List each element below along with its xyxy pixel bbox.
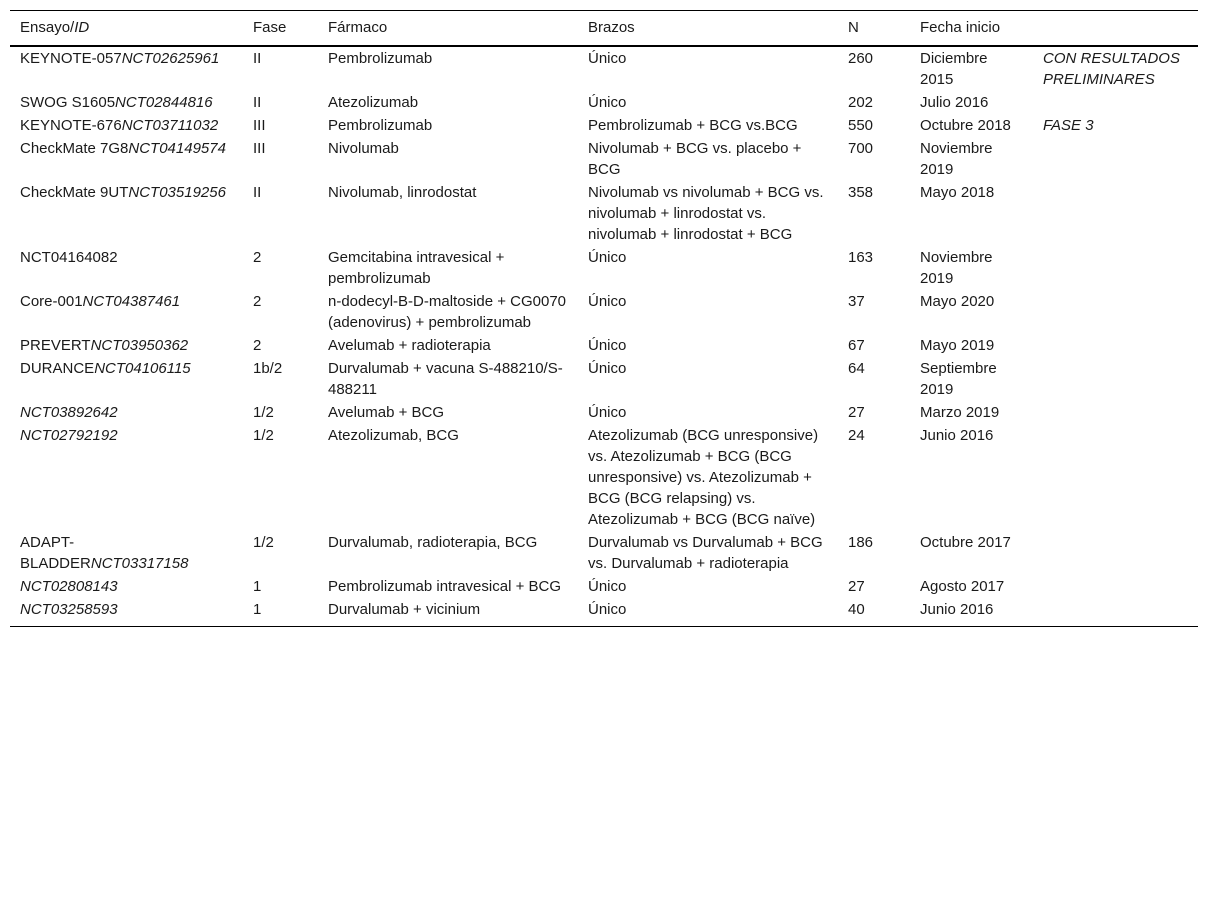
trial-id: NCT02808143 — [20, 578, 118, 595]
cell-n: 186 — [848, 534, 874, 551]
cell-fase: 1 — [253, 578, 262, 595]
cell-farmaco: Durvalumab + vacuna S-488210/S-488211 — [328, 360, 563, 398]
cell-fecha: Octubre 2017 — [920, 534, 1011, 551]
cell-fecha: Septiembre 2019 — [920, 360, 997, 398]
cell-n: 358 — [848, 184, 874, 201]
trial-name: CheckMate 7G8 — [20, 140, 129, 157]
cell-n: 27 — [848, 578, 865, 595]
trial-name: DURANCE — [20, 360, 95, 377]
cell-fase: II — [253, 50, 262, 67]
cell-fase: III — [253, 140, 266, 157]
cell-farmaco: Pembrolizumab intravesical + BCG — [328, 578, 562, 595]
cell-fecha: Noviembre 2019 — [920, 140, 993, 178]
cell-brazos: Atezolizumab (BCG unresponsive) vs. Atezolizumab + BCG (BCG unresponsive) vs. Atezolizumab + BCG (BCG relapsing) vs. Atezolizumab + BCG (BCG naïve) — [588, 427, 819, 528]
table-row — [10, 357, 1198, 401]
cell-nota: CON RESULTADOS PRELIMINARES — [1043, 50, 1180, 88]
header-ensayo-prefix: Ensayo/ — [20, 19, 75, 36]
trial-id: NCT03892642 — [20, 404, 118, 421]
cell-farmaco: Nivolumab — [328, 140, 399, 157]
header-nota — [1033, 11, 1198, 47]
cell-ensayo — [10, 334, 243, 357]
trial-name: NCT04164082 — [20, 249, 118, 266]
cell-nota — [1033, 401, 1198, 424]
cell-n: 27 — [848, 404, 865, 421]
table-header — [10, 11, 1198, 47]
table-row — [10, 401, 1198, 424]
cell-fase: 2 — [253, 293, 262, 310]
trial-id: NCT04387461 — [82, 293, 181, 310]
cell-n: 37 — [848, 293, 865, 310]
cell-farmaco: Nivolumab, linrodostat — [328, 184, 477, 201]
trials-table — [10, 10, 1198, 627]
trial-id: NCT03519256 — [128, 184, 226, 201]
cell-ensayo — [10, 181, 243, 246]
cell-fase: III — [253, 117, 266, 134]
table-row — [10, 334, 1198, 357]
trial-id: NCT03950362 — [90, 337, 189, 354]
trial-id: NCT03258593 — [20, 601, 118, 618]
cell-farmaco: Atezolizumab, BCG — [328, 427, 459, 444]
table-body — [10, 46, 1198, 627]
cell-nota — [1033, 575, 1198, 598]
trial-id: NCT04149574 — [128, 140, 226, 157]
table-row — [10, 598, 1198, 627]
cell-fecha: Diciembre 2015 — [920, 50, 988, 88]
cell-nota — [1033, 290, 1198, 334]
cell-n: 202 — [848, 94, 874, 111]
cell-nota — [1033, 246, 1198, 290]
cell-farmaco: Avelumab + radioterapia — [328, 337, 491, 354]
cell-ensayo — [10, 424, 243, 531]
cell-nota — [1033, 334, 1198, 357]
trial-id: NCT02792192 — [20, 427, 118, 444]
cell-fase: 1/2 — [253, 534, 274, 551]
table-row — [10, 114, 1198, 137]
cell-n: 700 — [848, 140, 874, 157]
cell-fecha: Noviembre 2019 — [920, 249, 993, 287]
cell-fase: II — [253, 94, 262, 111]
cell-farmaco: Atezolizumab — [328, 94, 419, 111]
table-row — [10, 46, 1198, 91]
trial-id: NCT02625961 — [121, 50, 220, 67]
cell-n: 24 — [848, 427, 865, 444]
trial-name: ADAPT-BLADDER — [20, 534, 91, 572]
trial-name: SWOG S1605 — [20, 94, 116, 111]
cell-fecha: Junio 2016 — [920, 427, 994, 444]
trial-id: NCT02844816 — [115, 94, 213, 111]
cell-n: 40 — [848, 601, 865, 618]
cell-ensayo — [10, 137, 243, 181]
cell-brazos: Único — [588, 578, 627, 595]
cell-farmaco: Pembrolizumab — [328, 117, 433, 134]
cell-fecha: Mayo 2018 — [920, 184, 995, 201]
trial-name: CheckMate 9UT — [20, 184, 129, 201]
trial-name: KEYNOTE-676 — [20, 117, 122, 134]
cell-n: 163 — [848, 249, 874, 266]
cell-n: 550 — [848, 117, 874, 134]
cell-fase: 2 — [253, 249, 262, 266]
cell-ensayo — [10, 114, 243, 137]
table-row — [10, 137, 1198, 181]
header-fase: Fase — [253, 19, 287, 36]
header-ensayo — [10, 11, 243, 47]
trial-name: KEYNOTE-057 — [20, 50, 122, 67]
cell-ensayo — [10, 246, 243, 290]
cell-fecha: Julio 2016 — [920, 94, 989, 111]
cell-nota — [1033, 424, 1198, 531]
header-brazos: Brazos — [588, 19, 635, 36]
cell-nota: FASE 3 — [1043, 117, 1094, 134]
cell-fecha: Mayo 2019 — [920, 337, 995, 354]
cell-fase: 1b/2 — [253, 360, 283, 377]
table-row — [10, 424, 1198, 531]
cell-nota — [1033, 91, 1198, 114]
cell-fase: 2 — [253, 337, 262, 354]
header-n: N — [848, 19, 859, 36]
cell-brazos: Durvalumab vs Durvalumab + BCG vs. Durvalumab + radioterapia — [588, 534, 823, 572]
header-fecha: Fecha inicio — [920, 19, 1001, 36]
cell-brazos: Único — [588, 404, 627, 421]
cell-brazos: Pembrolizumab + BCG vs.BCG — [588, 117, 798, 134]
cell-fase: II — [253, 184, 262, 201]
cell-fase: 1 — [253, 601, 262, 618]
cell-fase: 1/2 — [253, 404, 274, 421]
cell-n: 67 — [848, 337, 865, 354]
cell-farmaco: Durvalumab, radioterapia, BCG — [328, 534, 538, 551]
table-row — [10, 91, 1198, 114]
cell-nota — [1033, 137, 1198, 181]
cell-fecha: Junio 2016 — [920, 601, 994, 618]
cell-n: 64 — [848, 360, 865, 377]
cell-fase: 1/2 — [253, 427, 274, 444]
cell-farmaco: Avelumab + BCG — [328, 404, 445, 421]
cell-brazos: Único — [588, 601, 627, 618]
cell-brazos: Único — [588, 249, 627, 266]
cell-brazos: Nivolumab vs nivolumab + BCG vs. nivolumab + linrodostat vs. nivolumab + linrodostat + BCG — [588, 184, 824, 243]
cell-ensayo — [10, 598, 243, 627]
trial-id: NCT03317158 — [90, 555, 189, 572]
cell-nota — [1033, 181, 1198, 246]
table-row — [10, 575, 1198, 598]
cell-fecha: Octubre 2018 — [920, 117, 1011, 134]
cell-ensayo — [10, 91, 243, 114]
cell-brazos: Único — [588, 293, 627, 310]
cell-ensayo — [10, 290, 243, 334]
table-row — [10, 531, 1198, 575]
header-row — [10, 11, 1198, 47]
cell-brazos: Único — [588, 50, 627, 67]
trial-id: NCT03711032 — [121, 117, 219, 134]
table-row — [10, 290, 1198, 334]
cell-brazos: Único — [588, 337, 627, 354]
cell-farmaco: Durvalumab + vicinium — [328, 601, 481, 618]
cell-ensayo — [10, 401, 243, 424]
trial-id: NCT04106115 — [94, 360, 191, 377]
cell-fecha: Mayo 2020 — [920, 293, 995, 310]
cell-nota — [1033, 357, 1198, 401]
cell-brazos: Nivolumab + BCG vs. placebo + BCG — [588, 140, 802, 178]
cell-n: 260 — [848, 50, 874, 67]
table-row — [10, 181, 1198, 246]
cell-ensayo — [10, 531, 243, 575]
trials-table-container — [10, 10, 1198, 627]
cell-brazos: Único — [588, 360, 627, 377]
cell-fecha: Marzo 2019 — [920, 404, 1000, 421]
cell-nota — [1033, 531, 1198, 575]
cell-ensayo — [10, 357, 243, 401]
cell-nota — [1033, 598, 1198, 627]
cell-brazos: Único — [588, 94, 627, 111]
header-ensayo-id: ID — [74, 19, 90, 36]
cell-farmaco: Pembrolizumab — [328, 50, 433, 67]
cell-farmaco: n-dodecyl-B-D-maltoside + CG0070 (adenovirus) + pembrolizumab — [328, 293, 567, 331]
trial-name: PREVERT — [20, 337, 91, 354]
trial-name: Core-001 — [20, 293, 83, 310]
cell-farmaco: Gemcitabina intravesical + pembrolizumab — [328, 249, 505, 287]
cell-fecha: Agosto 2017 — [920, 578, 1005, 595]
cell-ensayo — [10, 575, 243, 598]
cell-ensayo — [10, 46, 243, 91]
header-farmaco: Fármaco — [328, 19, 388, 36]
table-row — [10, 246, 1198, 290]
